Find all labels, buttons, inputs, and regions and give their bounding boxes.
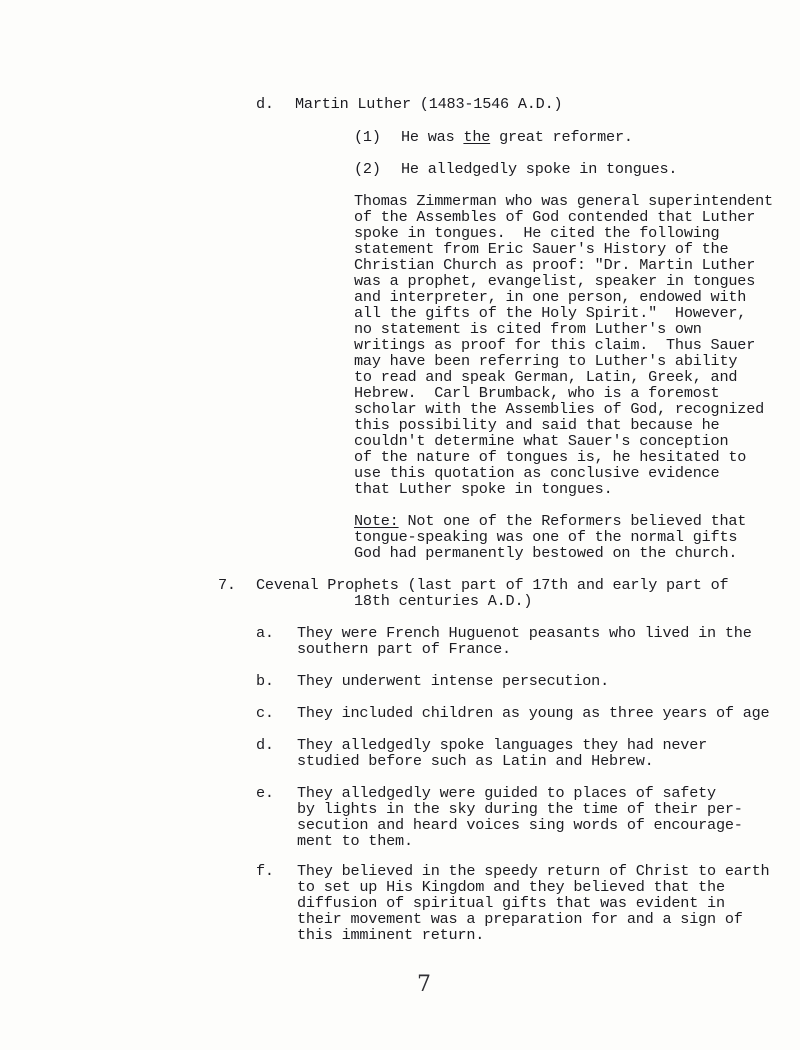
note-line: tongue-speaking was one of the normal gifts [354, 528, 738, 546]
item-d2-text: They alledgedly spoke languages they had never studied before such as Latin and Hebrew. [297, 736, 708, 770]
item-e-marker: e. [256, 784, 274, 802]
point-2-number: (2) [354, 160, 381, 178]
luther-paragraph [354, 193, 773, 497]
item-d2-marker: d. [256, 736, 274, 754]
section-7-marker: 7. [218, 576, 236, 594]
paragraph-line: that Luther spoke in tongues. [354, 480, 613, 498]
item-c-marker: c. [256, 704, 274, 722]
section-7-heading: Cevenal Prophets (last part of 17th and early part of [256, 576, 729, 594]
note-text: Not one of the Reformers believed that [398, 512, 747, 530]
item-d-heading: Martin Luther (1483-1546 A.D.) [295, 95, 563, 113]
paragraph-line: spoke in tongues. He cited the following [354, 224, 720, 242]
item-b-marker: b. [256, 672, 274, 690]
item-f-marker: f. [256, 862, 274, 880]
paragraph-line: and interpreter, in one person, endowed with [354, 288, 747, 306]
item-e-text: They alledgedly were guided to places of safety by lights in the sky during the time of their per- secution and heard voices sing words of encourage- ment to them. [297, 784, 743, 850]
paragraph-line: writings as proof for this claim. Thus Sauer [354, 336, 756, 354]
paragraph-line: statement from Eric Sauer's History of the [354, 240, 729, 258]
paragraph-line: of the nature of tongues is, he hesitated to [354, 448, 747, 466]
paragraph-line: of the Assembles of God contended that Luther [354, 208, 756, 226]
paragraph-line: no statement is cited from Luther's own [354, 320, 702, 338]
paragraph-line: use this quotation as conclusive evidence [354, 464, 720, 482]
paragraph-line: couldn't determine what Sauer's conception [354, 432, 729, 450]
item-b-text: They underwent intense persecution. [297, 672, 609, 690]
note-label: Note: [354, 512, 399, 530]
paragraph-line: may have been referring to Luther's ability [354, 352, 738, 370]
paragraph-line: was a prophet, evangelist, speaker in tongues [354, 272, 756, 290]
item-c-text: They included children as young as three years of age [297, 704, 770, 722]
point-1-text: He was the great reformer. [401, 128, 633, 146]
point-1-number: (1) [354, 128, 381, 146]
paragraph-line: to read and speak German, Latin, Greek, and [354, 368, 738, 386]
paragraph-line: Thomas Zimmerman who was general superintendent [354, 192, 773, 210]
paragraph-line: all the gifts of the Holy Spirit." However, [354, 304, 747, 322]
reformers-note [354, 513, 746, 561]
note-line: God had permanently bestowed on the church. [354, 544, 738, 562]
paragraph-line: Christian Church as proof: "Dr. Martin Luther [354, 256, 756, 274]
item-d-marker: d. [256, 95, 274, 113]
paragraph-line: scholar with the Assemblies of God, recognized [354, 400, 765, 418]
item-a-marker: a. [256, 624, 274, 642]
section-7-heading-cont: 18th centuries A.D.) [354, 592, 533, 610]
page-number: 7 [417, 972, 431, 997]
paragraph-line: Hebrew. Carl Brumback, who is a foremost [354, 384, 720, 402]
point-2-text: He alledgedly spoke in tongues. [401, 160, 678, 178]
item-f-text: They believed in the speedy return of Christ to earth to set up His Kingdom and they believed that the diffusion of spiritual gifts that was evident in their movement was a preparation for and a sign of this imminent return. [297, 862, 770, 944]
paragraph-line: this possibility and said that because he [354, 416, 720, 434]
item-a-text: They were French Huguenot peasants who lived in the southern part of France. [297, 624, 752, 658]
underlined-word: the [463, 128, 491, 146]
